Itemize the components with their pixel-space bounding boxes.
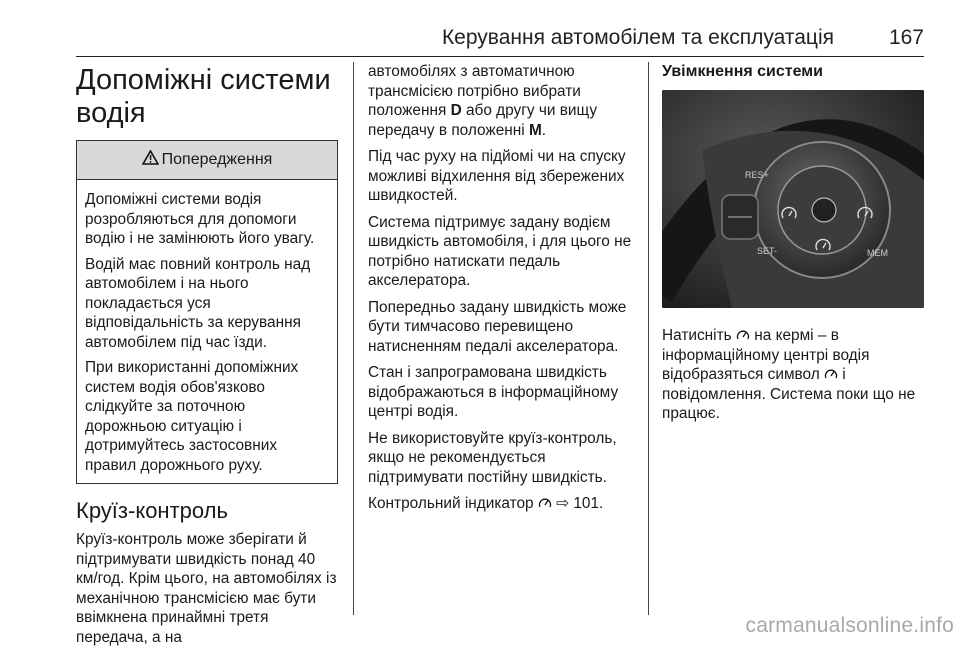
warning-triangle-icon [142,150,159,171]
cruise-control-icon [736,327,750,344]
column-3 [662,62,924,430]
column-divider [648,62,649,615]
warning-heading: Попередження [161,151,273,169]
body-paragraph: Натисніть на кермі – в інформаційному центрі водія відобразяться символ і повідомлення. Система поки що не працює. [662,327,916,422]
subsection-heading: Увімкнення системи [662,63,823,80]
warning-header [77,141,337,180]
cruise-control-title: Круїз-контроль [76,498,228,523]
set-button-label: SET- [757,246,778,256]
mem-button-label: MEM [867,248,888,258]
body-paragraph: Не використовуйте круїз-контроль, якщо не рекомендується підтримувати постійну швидкість. [368,429,617,486]
gear-position-m: M [528,121,542,139]
warning-box [76,140,338,484]
warning-paragraph: При використанні допоміжних систем водія обов'язково слідкуйте за поточною дорожньою ситуацію і дотримуйтесь застосовних правил дорожнього руху. [85,359,299,474]
section-title [76,64,338,130]
body-paragraph: Під час руху на підйомі чи на спуску можливі відхилення від збережених швидкостей. [368,148,626,204]
watermark: carmanualsonline.info [745,614,954,637]
section-title-line2: водія [76,97,146,129]
warning-paragraph: Водій має повний контроль над автомобілем і на нього покладається уся відповідальність за керування автомобілем під час їзди. [85,255,311,351]
column-2 [368,62,634,521]
page-header [76,22,924,57]
gear-position-d: D [450,102,462,119]
res-button-label: RES+ [745,170,769,180]
warning-body [77,180,337,483]
cruise-control-icon [824,366,838,383]
body-paragraph: Система підтримує задану водієм швидкість автомобіля, і для цього не потрібно натискати педаль акселератора. [368,213,632,289]
section-title-line1: Допоміжні системи [76,64,331,96]
running-title: Керування автомобілем та експлуатація [441,26,834,49]
page-reference-arrow-icon: ⇨ [556,495,570,512]
body-paragraph: Попередньо задану швидкість може бути тимчасово перевищено натисненням педалі акселератора. [368,298,627,355]
column-divider [353,62,354,615]
cruise-control-icon [538,495,552,512]
steering-wheel-controls-photo [662,90,924,308]
body-paragraph: Контрольний індикатор ⇨ 101. [368,495,604,512]
warning-paragraph: Допоміжні системи водія розробляються для допомоги водію і не замінюють його увагу. [85,191,315,247]
body-paragraph: Круїз-контроль може зберігати й підтримувати швидкість понад 40 км/год. Крім цього, на автомобілях із механічною трансмісією має бути ввімкнена принаймні третя передача, а на [76,531,337,646]
page-number: 167 [888,26,924,49]
body-paragraph: автомобілях з автоматичною трансмісією потрібно вибрати положення D або другу чи вищу передачу в положенні M. [368,63,598,139]
column-1 [76,62,338,653]
body-paragraph: Стан і запрограмована швидкість відображаються в інформаційному центрі водія. [368,364,619,420]
